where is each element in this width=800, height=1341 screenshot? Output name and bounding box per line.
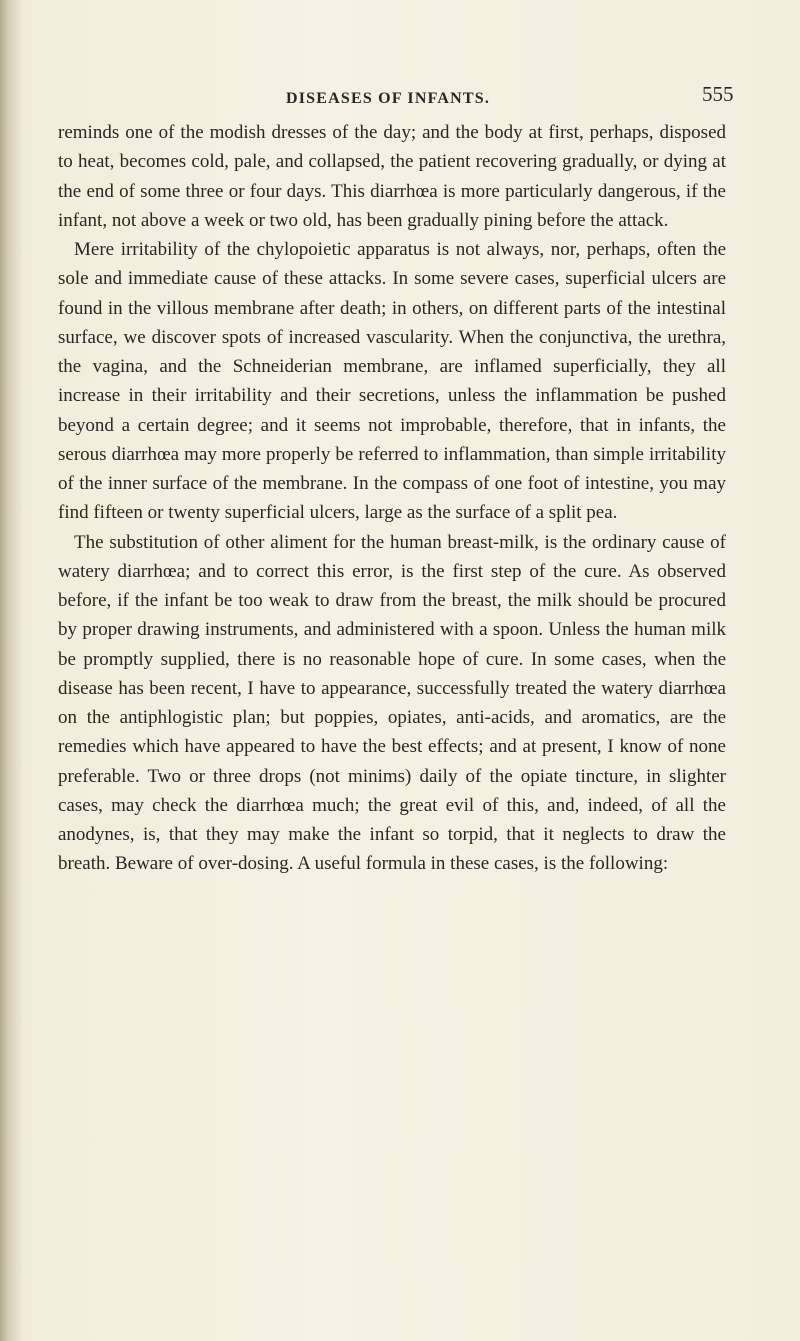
binding-gutter [0, 0, 22, 1341]
paragraph: Mere irritability of the chylopoietic apparatus is not always, nor, perhaps, often the sole and immediate cause of these attacks. In some severe cases, superficial ulcers are found in the villous membrane after death; in others, on different parts of the intestinal surface, we discover spots of increased vascularity. When the conjunctiva, the urethra, the vagina, and the Schneiderian membrane, are inflamed superficially, they all increase in their irritability and their secretions, unless the inflammation be pushed beyond a certain degree; and it seems not improbable, therefore, that in infants, the serous diarrhœa may more properly be referred to inflammation, than simple irritability of the inner surface of the membrane. In the compass of one foot of intestine, you may find fifteen or twenty superficial ulcers, large as the surface of a split pea. [58, 239, 726, 524]
paragraph: The substitution of other aliment for the human breast-milk, is the ordinary cause of watery diarrhœa; and to correct this error, is the first step of the cure. As observed before, if the infant be too weak to draw from the breast, the milk should be procured by proper drawing instruments, and administered with a spoon. Unless the human milk be promptly supplied, there is no reasonable hope of cure. In some cases, when the disease has been recent, I have to appearance, successfully treated the watery diarrhœa on the antiphlogistic plan; but poppies, opiates, anti-acids, and aromatics, are the remedies which have appeared to have the best effects; and at present, I know of none preferable. Two or three drops (not minims) daily of the opiate tincture, in slighter cases, may check the diarrhœa much; the great evil of this, and, indeed, of all the anodynes, is, that they may make the infant so torpid, that it neglects to draw the breath. Beware of over-dosing. A useful formula in these cases, is the following: [58, 531, 726, 875]
paragraph-continued: reminds one of the modish dresses of the day; and the body at first, perhaps, disposed to heat, becomes cold, pale, and collapsed, the patient recovering gradually, or dying at the end of some three or four days. This diarrhœa is more particularly dangerous, if the infant, not above a week or two old, has been gradually pining before the attack. [58, 122, 726, 231]
running-title: DISEASES OF INFANTS. [286, 90, 491, 107]
page-number: 555 [702, 82, 734, 106]
body-text [58, 118, 726, 879]
page-header [0, 82, 800, 112]
